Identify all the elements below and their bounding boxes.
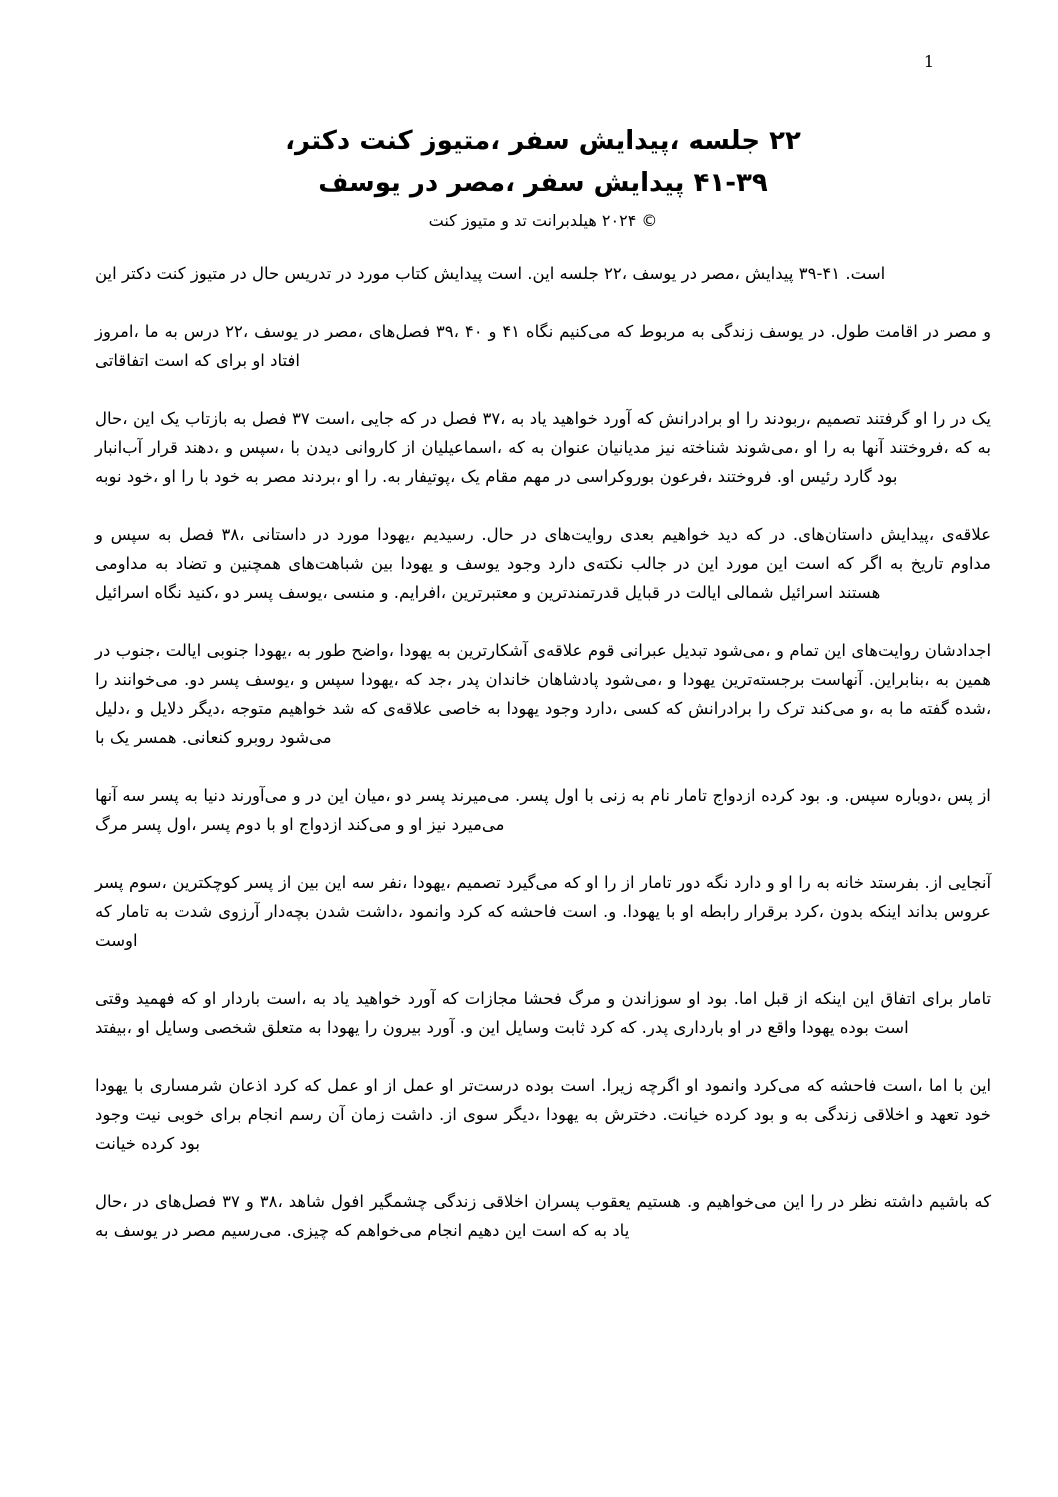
paragraph-3: حال، ‎این ‎یک ‎بازتاب ‎به ‎فصل ‎۳۷ ‎است، ‎جایی ‎که ‎در ‎فصل ‎۳۷، ‎به ‎یاد ‎خواهید ‎آورد ‎که ‎برادرانش ‎او ‎را ‎ربودند، ‎تصمیم ‎گرفتند ‎او ‎را ‎در ‎یک ‎آب‌انبار ‎قرار ‎دهند، ‎و ‎سپس، ‎با ‎دیدن ‎کاروانی ‎از ‎اسماعیلیان، ‎که ‎به ‎عنوان ‎مدیانیان ‎نیز ‎شناخته ‎می‌شوند، ‎او ‎را ‎به ‎آنها ‎فروختند، ‎که ‎به ‎نوبه ‎خود، ‎او ‎را ‎با ‎خود ‎به ‎مصر ‎بردند، ‎او ‎را ‎.به ‎پوتیفار، ‎یک ‎مقام ‎مهم ‎در ‎بوروکراسی ‎فرعون، ‎فروختند ‎.او ‎رئیس ‎گارد ‎بود — [95, 409, 991, 486]
paragraph-4: و ‎سپس ‎به ‎فصل ‎۳۸، ‎داستانی ‎در ‎مورد ‎یهودا، ‎رسیدیم ‎.حال ‎در ‎روایت‌های ‎بعدی ‎خواهیم ‎دید ‎که ‎در ‎.داستان‌های ‎پیدایش، ‎علاقه‌ی ‎مداومی ‎به ‎تضاد ‎و ‎همچنین ‎شباهت‌های ‎بین ‎یهودا ‎و ‎یوسف ‎وجود ‎دارد ‎نکته‌ی ‎جالب ‎در ‎این ‎مورد ‎این ‎است ‎که ‎اگر ‎به ‎تاریخ ‎مداوم ‎اسرائیل ‎نگاه ‎کنید، ‎دو ‎پسر ‎یوسف، ‎منسی ‎و ‎.افرایم، ‎معتبرترین ‎و ‎قدرتمندترین ‎قبایل ‎در ‎ایالت ‎شمالی ‎اسرائیل ‎هستند — [95, 525, 992, 602]
document-content — [95, 120, 991, 1245]
paragraph-6: آنها ‎سه ‎پسر ‎به ‎دنیا ‎می‌آورند ‎و ‎در ‎این ‎میان، ‎دو ‎پسر ‎می‌میرند ‎.پسر ‎اول ‎با ‎زنی ‎به ‎نام ‎تامار ‎ازدواج ‎کرده ‎بود ‎.و ‎.سپس ‎دوباره، ‎پس ‎از ‎مرگ ‎پسر ‎اول، ‎پسر ‎دوم ‎با ‎او ‎ازدواج ‎می‌کند ‎و ‎او ‎نیز ‎می‌میرد — [95, 786, 991, 834]
page-number: 1 — [923, 52, 934, 71]
paragraph-10: حال، ‎در ‎فصل‌های ‎۳۷ ‎و ‎۳۸، ‎شاهد ‎افول ‎چشمگیر ‎زندگی ‎اخلاقی ‎پسران ‎یعقوب ‎هستیم ‎.و ‎می‌خواهیم ‎این ‎را ‎در ‎نظر ‎داشته ‎باشیم ‎که ‎به ‎یوسف ‎در ‎مصر ‎می‌رسیم ‎.چیزی ‎که ‎می‌خواهم ‎انجام ‎دهیم ‎این ‎است ‎که ‎به ‎یاد — [95, 1192, 992, 1240]
body-text — [95, 259, 991, 1245]
paragraph-1: این ‎دکتر ‎کنت ‎متیوز ‎در ‎حال ‎تدریس ‎در ‎مورد ‎کتاب ‎پیدایش ‎است ‎.این ‎جلسه ‎۲۲، ‎یوسف ‎در ‎مصر، ‎پیدایش ‎۳۹-۴۱ ‎.است — [95, 264, 886, 283]
copyright-line: کنت ‎متیوز ‎و ‎تد ‎هیلدبرانت ‎۲۰۲۴ ‎© — [428, 211, 658, 230]
paragraph-2: امروز، ‎ما ‎به ‎درس ‎۲۲، ‎یوسف ‎در ‎مصر، ‎فصل‌های ‎۳۹، ‎۴۰ ‎و ‎۴۱ ‎نگاه ‎می‌کنیم ‎که ‎مربوط ‎به ‎زندگی ‎یوسف ‎در ‎.طول ‎اقامت ‎در ‎مصر ‎و ‎اتفاقاتی ‎است ‎که ‎برای ‎او ‎افتاد — [95, 322, 992, 370]
paragraph-5: در ‎جنوب، ‎ایالت ‎جنوبی ‎یهودا، ‎به ‎طور ‎واضح، ‎یهودا ‎به ‎آشکارترین ‎علاقه‌ی ‎قوم ‎عبرانی ‎تبدیل ‎می‌شود، ‎و ‎تمام ‎این ‎روایت‌های ‎اجدادشان ‎را ‎می‌خوانند ‎.دو ‎پسر ‎یوسف، ‎و ‎سپس ‎یهودا، ‎که ‎جد، ‎پدر ‎خاندان ‎پادشاهان ‎می‌شود، ‎و ‎یهودا ‎برجسته‌ترین ‎آنهاست ‎.بنابراین، ‎به ‎همین ‎دلیل، ‎و ‎دلایل ‎دیگر، ‎متوجه ‎خواهیم ‎شد ‎که ‎علاقه‌ی ‎خاصی ‎به ‎یهودا ‎وجود ‎دارد، ‎کسی ‎که ‎برادرانش ‎را ‎ترک ‎می‌کند ‎و، ‎به ‎ما ‎گفته ‎شده، ‎با ‎یک ‎همسر ‎.کنعانی ‎روبرو ‎می‌شود — [95, 641, 992, 747]
title-line-1: ،دکتر ‎کنت ‎متیوز، ‎سفر ‎پیدایش، ‎جلسه ‎۲۲ — [285, 126, 801, 156]
title-line-2: یوسف ‎در ‎مصر، ‎سفر ‎پیدایش ‎۴۱-۳۹ — [318, 168, 768, 198]
paragraph-7: پسر ‎سوم، ‎کوچکترین ‎پسر ‎از ‎بین ‎این ‎سه ‎نفر، ‎یهودا، ‎تصمیم ‎می‌گیرد ‎که ‎او ‎را ‎از ‎تامار ‎دور ‎نگه ‎دارد ‎و ‎او ‎را ‎به ‎خانه ‎بفرستد ‎.از ‎آنجایی ‎که ‎تامار ‎به ‎شدت ‎آرزوی ‎بچه‌دار ‎شدن ‎داشت، ‎وانمود ‎کرد ‎که ‎فاحشه ‎است ‎.و ‎.یهودا ‎با ‎او ‎رابطه ‎برقرار ‎کرد، ‎بدون ‎اینکه ‎بداند ‎عروس ‎اوست — [95, 873, 992, 950]
paragraph-9: یهودا ‎با ‎شرمساری ‎اذعان ‎کرد ‎که ‎عمل ‎او ‎از ‎عمل ‎او ‎درست‌تر ‎بوده ‎است ‎.زیرا ‎اگرچه ‎او ‎وانمود ‎می‌کرد ‎که ‎فاحشه ‎است، ‎اما ‎با ‎این ‎وجود ‎نیت ‎خوبی ‎برای ‎انجام ‎رسم ‎آن ‎زمان ‎داشت ‎.از ‎سوی ‎دیگر، ‎یهودا ‎به ‎دخترش ‎.خیانت ‎کرده ‎بود ‎و ‎به ‎زندگی ‎اخلاقی ‎و ‎تعهد ‎خود ‎خیانت ‎کرده ‎بود — [95, 1076, 992, 1153]
paragraph-8: وقتی ‎فهمید ‎که ‎او ‎باردار ‎است، ‎به ‎یاد ‎خواهید ‎آورد ‎که ‎مجازات ‎فحشا ‎مرگ ‎و ‎سوزاندن ‎او ‎بود ‎.اما ‎قبل ‎از ‎اینکه ‎این ‎اتفاق ‎برای ‎تامار ‎بیفتد، ‎او ‎وسایل ‎شخصی ‎متعلق ‎به ‎یهودا ‎را ‎بیرون ‎آورد ‎.و ‎این ‎وسایل ‎ثابت ‎کرد ‎که ‎.پدر ‎بارداری ‎او ‎در ‎واقع ‎یهودا ‎بوده ‎است — [95, 989, 992, 1037]
document-title — [95, 120, 991, 204]
